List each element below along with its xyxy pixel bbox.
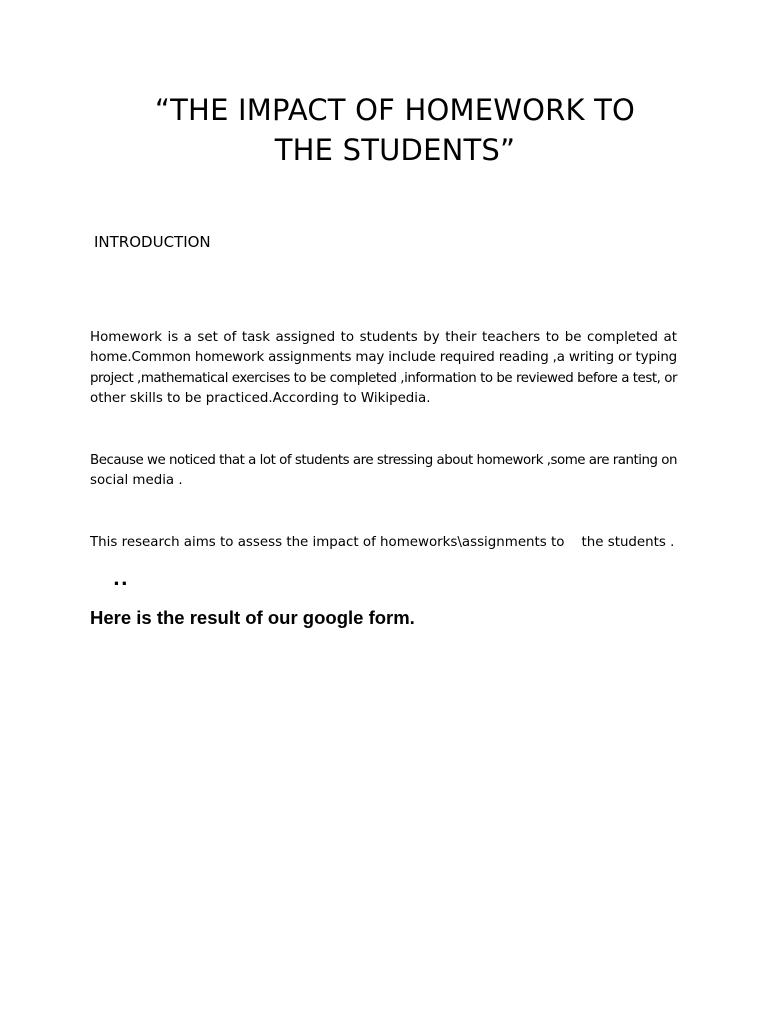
- paragraph-line: other skills to be practiced.According to Wikipedia.: [90, 390, 431, 406]
- paragraph-research-aim: [90, 533, 677, 553]
- title-line-2: THE STUDENTS”: [274, 133, 516, 167]
- paragraph-motivation: [90, 451, 677, 492]
- paragraph-line: Because we noticed that a lot of students are stressing about homework ,some are ranting on: [90, 453, 677, 468]
- paragraph-homework-definition: [90, 328, 677, 409]
- title-line-1: “THE IMPACT OF HOMEWORK TO: [154, 93, 636, 127]
- paragraph-line: Homework is a set of task assigned to students by their teachers to be completed at: [90, 330, 677, 345]
- stray-dots: ..: [113, 569, 129, 590]
- paragraph-line: home.Common homework assignments may include required reading ,a writing or typing: [90, 350, 677, 366]
- paragraph-line: social media .: [90, 473, 183, 489]
- section-heading-introduction: INTRODUCTION: [94, 233, 211, 251]
- paragraph-line: This research aims to assess the impact of homeworks\assignments to the students .: [90, 535, 675, 550]
- paragraph-line: project ,mathematical exercises to be completed ,information to be reviewed before a test, or: [90, 370, 677, 386]
- result-intro-line: Here is the result of our google form.: [90, 607, 415, 628]
- document-title: [90, 90, 700, 170]
